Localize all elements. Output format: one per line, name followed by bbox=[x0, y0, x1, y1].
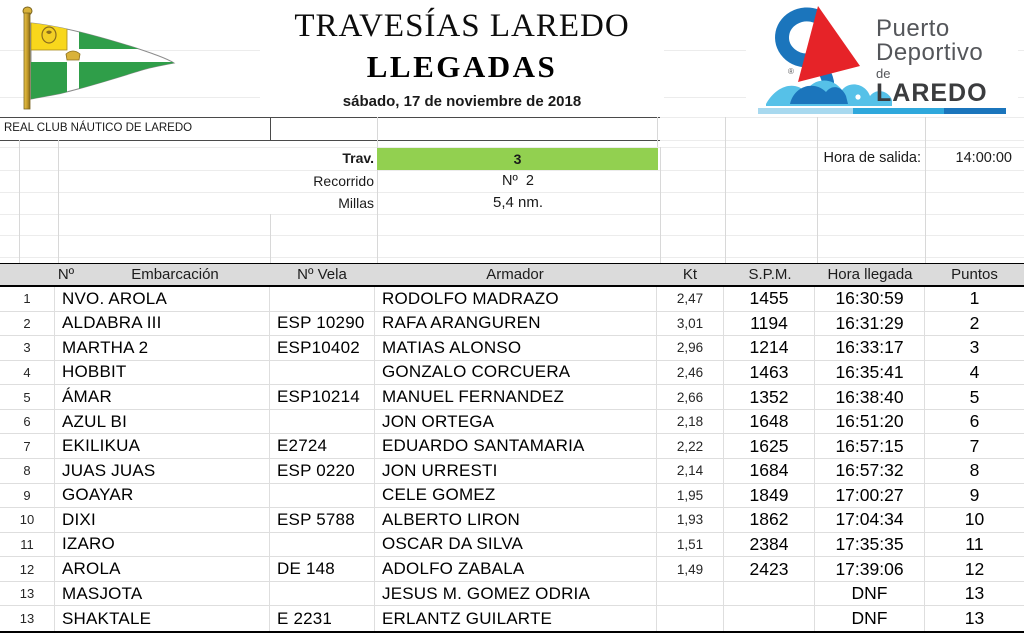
cell-sail-number bbox=[270, 287, 375, 311]
results-table-body bbox=[0, 287, 1024, 633]
cell-arrival-time: 16:57:32 bbox=[815, 459, 925, 483]
logo-line1: Puerto bbox=[876, 15, 950, 42]
cell-arrival-time: 17:00:27 bbox=[815, 484, 925, 508]
cell-kt: 2,66 bbox=[657, 385, 724, 409]
cell-arrival-time: 16:31:29 bbox=[815, 312, 925, 336]
cell-sail-number bbox=[270, 410, 375, 434]
cell-boat-name: NVO. AROLA bbox=[55, 287, 270, 311]
cell-kt: 1,51 bbox=[657, 533, 724, 557]
table-row bbox=[0, 459, 1024, 484]
cell-boat-name: GOAYAR bbox=[55, 484, 270, 508]
gridline bbox=[817, 117, 818, 263]
cell-points: 10 bbox=[964, 509, 985, 530]
cell-points: 13 bbox=[964, 583, 985, 604]
cell-position: 8 bbox=[0, 459, 55, 483]
cell-arrival-time: DNF bbox=[815, 606, 925, 631]
col-header-boat: Embarcación bbox=[131, 266, 219, 283]
cell-kt: 2,46 bbox=[657, 361, 724, 385]
cell-owner-name: JON ORTEGA bbox=[375, 410, 657, 434]
cell-owner-name: GONZALO CORCUERA bbox=[375, 361, 657, 385]
cell-boat-name: ÁMAR bbox=[55, 385, 270, 409]
cell-sail-number: ESP 0220 bbox=[270, 459, 375, 483]
cell-points: 12 bbox=[964, 558, 985, 579]
cell-sail-number bbox=[270, 582, 375, 606]
cell-sail-number: DE 148 bbox=[270, 557, 375, 581]
col-header-sail: Nº Vela bbox=[297, 266, 347, 283]
cell-kt: 2,14 bbox=[657, 459, 724, 483]
cell-sail-number: ESP10402 bbox=[270, 336, 375, 360]
cell-spm: 1194 bbox=[724, 312, 815, 336]
cell-sail-number: ESP10214 bbox=[270, 385, 375, 409]
cell-kt: 2,22 bbox=[657, 434, 724, 458]
cell-position: 11 bbox=[0, 533, 55, 557]
logo-line4: LAREDO bbox=[876, 79, 988, 107]
cell-points: 7 bbox=[969, 435, 980, 456]
table-header-row bbox=[0, 263, 1024, 287]
cell-points: 9 bbox=[969, 484, 980, 505]
gridline bbox=[660, 147, 661, 263]
table-row bbox=[0, 434, 1024, 459]
cell-position: 3 bbox=[0, 336, 55, 360]
cell-sail-number: E 2231 bbox=[270, 606, 375, 631]
gridline bbox=[725, 117, 726, 263]
cell-owner-name: JESUS M. GOMEZ ODRIA bbox=[375, 582, 657, 606]
cell-spm bbox=[724, 606, 815, 631]
cell-sail-number: ESP 10290 bbox=[270, 312, 375, 336]
start-time-value: 14:00:00 bbox=[955, 150, 1012, 166]
gridline bbox=[0, 214, 1024, 215]
table-row bbox=[0, 312, 1024, 337]
cell-spm: 1849 bbox=[724, 484, 815, 508]
cell-boat-name: SHAKTALE bbox=[55, 606, 270, 631]
col-header-spm: S.P.M. bbox=[748, 266, 792, 283]
trav-value-cell[interactable]: 3 bbox=[377, 148, 658, 170]
cell-kt bbox=[657, 582, 724, 606]
title-block bbox=[260, 2, 664, 115]
cell-arrival-time: 16:51:20 bbox=[815, 410, 925, 434]
col-header-points: Puntos bbox=[951, 266, 998, 283]
cell-spm: 1214 bbox=[724, 336, 815, 360]
cell-boat-name: AZUL BI bbox=[55, 410, 270, 434]
cell-sail-number bbox=[270, 484, 375, 508]
cell-position: 6 bbox=[0, 410, 55, 434]
cell-spm bbox=[724, 582, 815, 606]
gridline bbox=[660, 117, 1024, 118]
cell-spm: 2423 bbox=[724, 557, 815, 581]
registered-mark: ® bbox=[788, 67, 794, 76]
cell-owner-name: CELE GOMEZ bbox=[375, 484, 657, 508]
col-header-kt: Kt bbox=[682, 266, 698, 283]
cell-position: 4 bbox=[0, 361, 55, 385]
table-row bbox=[0, 557, 1024, 582]
start-time-label: Hora de salida: bbox=[823, 150, 921, 166]
gridline bbox=[0, 235, 1024, 236]
cell-owner-name: OSCAR DA SILVA bbox=[375, 533, 657, 557]
cell-arrival-time: DNF bbox=[815, 582, 925, 606]
cell-spm: 1862 bbox=[724, 508, 815, 532]
logo-line3: de bbox=[876, 66, 891, 81]
cell-boat-name: MASJOTA bbox=[55, 582, 270, 606]
cell-points: 3 bbox=[969, 337, 980, 358]
cell-points: 4 bbox=[969, 361, 980, 382]
cell-boat-name: MARTHA 2 bbox=[55, 336, 270, 360]
cell-points: 2 bbox=[969, 312, 980, 333]
cell-kt: 1,93 bbox=[657, 508, 724, 532]
cell-points: 11 bbox=[965, 533, 984, 554]
cell-position: 10 bbox=[0, 508, 55, 532]
recorrido-value: Nº 2 bbox=[502, 173, 534, 189]
cell-kt: 2,96 bbox=[657, 336, 724, 360]
cell-owner-name: MANUEL FERNANDEZ bbox=[375, 385, 657, 409]
cell-boat-name: JUAS JUAS bbox=[55, 459, 270, 483]
gridline bbox=[660, 140, 1024, 141]
col-header-position: Nº bbox=[57, 266, 75, 283]
cell-arrival-time: 16:30:59 bbox=[815, 287, 925, 311]
cell-spm: 1463 bbox=[724, 361, 815, 385]
cell-position: 13 bbox=[0, 606, 55, 631]
cell-arrival-time: 16:38:40 bbox=[815, 385, 925, 409]
cell-kt: 1,95 bbox=[657, 484, 724, 508]
cell-boat-name: DIXI bbox=[55, 508, 270, 532]
cell-sail-number bbox=[270, 361, 375, 385]
cell-position: 2 bbox=[0, 312, 55, 336]
cell-spm: 1455 bbox=[724, 287, 815, 311]
page-title: TRAVESÍAS LAREDO bbox=[294, 8, 630, 44]
cell-arrival-time: 17:39:06 bbox=[815, 557, 925, 581]
cell-boat-name: HOBBIT bbox=[55, 361, 270, 385]
cell-points: 8 bbox=[969, 460, 980, 481]
cell-spm: 1684 bbox=[724, 459, 815, 483]
table-row bbox=[0, 410, 1024, 435]
club-burgee-icon bbox=[6, 4, 178, 114]
cell-arrival-time: 16:57:15 bbox=[815, 434, 925, 458]
table-row bbox=[0, 533, 1024, 558]
table-row bbox=[0, 484, 1024, 509]
gridline bbox=[270, 214, 271, 263]
cell-boat-name: AROLA bbox=[55, 557, 270, 581]
millas-label: Millas bbox=[338, 195, 374, 211]
port-logo-icon bbox=[746, 0, 1018, 117]
cell-position: 7 bbox=[0, 434, 55, 458]
cell-owner-name: JON URRESTI bbox=[375, 459, 657, 483]
cell-arrival-time: 16:35:41 bbox=[815, 361, 925, 385]
border bbox=[270, 117, 271, 140]
cell-position: 12 bbox=[0, 557, 55, 581]
cell-spm: 2384 bbox=[724, 533, 815, 557]
gridline bbox=[0, 257, 1024, 258]
cell-sail-number bbox=[270, 533, 375, 557]
gridline bbox=[19, 140, 20, 263]
cell-boat-name: IZARO bbox=[55, 533, 270, 557]
cell-owner-name: ADOLFO ZABALA bbox=[375, 557, 657, 581]
table-row bbox=[0, 508, 1024, 533]
cell-arrival-time: 17:04:34 bbox=[815, 508, 925, 532]
cell-arrival-time: 16:33:17 bbox=[815, 336, 925, 360]
cell-kt: 2,18 bbox=[657, 410, 724, 434]
table-row bbox=[0, 582, 1024, 607]
trav-label: Trav. bbox=[342, 150, 374, 166]
col-header-arrival: Hora llegada bbox=[827, 266, 913, 283]
cell-kt bbox=[657, 606, 724, 631]
cell-spm: 1352 bbox=[724, 385, 815, 409]
event-date: sábado, 17 de noviembre de 2018 bbox=[342, 93, 582, 110]
cell-kt: 3,01 bbox=[657, 312, 724, 336]
cell-sail-number: E2724 bbox=[270, 434, 375, 458]
table-row bbox=[0, 606, 1024, 631]
millas-value: 5,4 nm. bbox=[492, 194, 544, 211]
table-row bbox=[0, 336, 1024, 361]
cell-sail-number: ESP 5788 bbox=[270, 508, 375, 532]
cell-owner-name: RODOLFO MADRAZO bbox=[375, 287, 657, 311]
cell-boat-name: ALDABRA III bbox=[55, 312, 270, 336]
gridline bbox=[925, 117, 926, 263]
cell-boat-name: EKILIKUA bbox=[55, 434, 270, 458]
cell-spm: 1625 bbox=[724, 434, 815, 458]
cell-owner-name: MATIAS ALONSO bbox=[375, 336, 657, 360]
cell-owner-name: EDUARDO SANTAMARIA bbox=[375, 434, 657, 458]
cell-owner-name: ALBERTO LIRON bbox=[375, 508, 657, 532]
gridline bbox=[377, 117, 378, 147]
cell-owner-name: ERLANTZ GUILARTE bbox=[375, 606, 657, 631]
cell-points: 1 bbox=[969, 288, 980, 309]
cell-position: 1 bbox=[0, 287, 55, 311]
port-logo bbox=[746, 0, 1018, 117]
cell-position: 13 bbox=[0, 582, 55, 606]
cell-points: 6 bbox=[969, 411, 980, 432]
gridline bbox=[657, 117, 658, 147]
recorrido-label: Recorrido bbox=[313, 173, 374, 189]
border bbox=[0, 140, 660, 141]
table-row bbox=[0, 361, 1024, 386]
cell-owner-name: RAFA ARANGUREN bbox=[375, 312, 657, 336]
cell-position: 9 bbox=[0, 484, 55, 508]
table-row bbox=[0, 385, 1024, 410]
club-burgee-flag bbox=[6, 4, 178, 114]
cell-spm: 1648 bbox=[724, 410, 815, 434]
cell-points: 5 bbox=[969, 386, 980, 407]
club-name: REAL CLUB NÁUTICO DE LAREDO bbox=[4, 122, 193, 134]
page-subtitle: LLEGADAS bbox=[366, 49, 558, 84]
cell-position: 5 bbox=[0, 385, 55, 409]
table-row bbox=[0, 287, 1024, 312]
cell-kt: 1,49 bbox=[657, 557, 724, 581]
cell-arrival-time: 17:35:35 bbox=[815, 533, 925, 557]
cell-kt: 2,47 bbox=[657, 287, 724, 311]
cell-points: 13 bbox=[964, 608, 985, 629]
col-header-owner: Armador bbox=[486, 266, 544, 283]
logo-line2: Deportivo bbox=[876, 39, 984, 66]
